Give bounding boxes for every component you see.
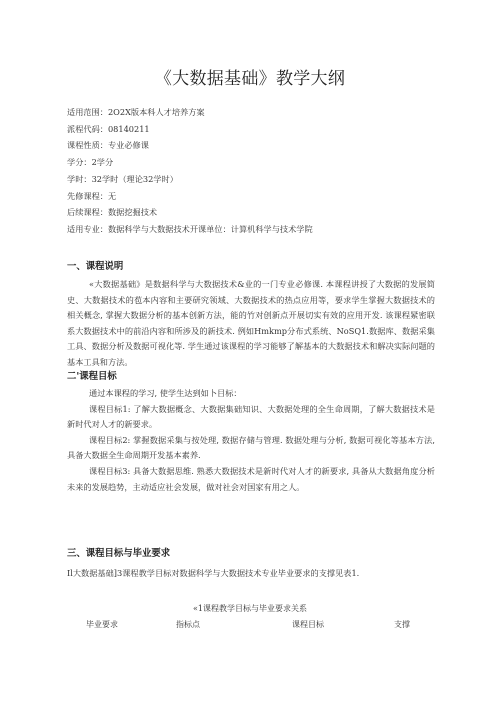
section-heading-1: 一、课程说明 bbox=[67, 261, 124, 272]
goal-2: 课程目标2: 掌握数据采集与按处理, 数据存储与管理. 数据处理与分析, 数据可视化等基本方法, 具备大数据全生命周期开发基本素养. bbox=[67, 434, 435, 461]
meta-major-unit: 适用专业：数据科学与大数据技术开课单位：计算机科学与技术学院 bbox=[67, 223, 313, 234]
table-header-course-goal: 课程目标 bbox=[292, 620, 324, 629]
section-3-body bbox=[67, 566, 435, 582]
section-heading-3: 三、课程目标与毕业要求 bbox=[67, 548, 171, 559]
section-1-body bbox=[67, 277, 435, 371]
course-meta bbox=[67, 104, 467, 238]
goals-intro: 通过本课程的学习, 使学生达到如卜目标： bbox=[89, 388, 242, 398]
table-header-indicator: 指标点 bbox=[176, 620, 200, 629]
meta-credits: 学分：2学分 bbox=[67, 157, 114, 168]
table-caption: «1课程教学目标与毕业要求关系 bbox=[193, 604, 307, 613]
table-header-graduation-requirement: 毕业要求 bbox=[86, 620, 118, 629]
document-title: 《大数据基础》教学大纲 bbox=[154, 69, 346, 89]
goal-1: 课程目标1: 了解大数据概念、大数据集础知识、大数据处理的全生命周期，了解大数据技术是新时代对人才的新要求。 bbox=[67, 403, 435, 430]
meta-hours: 学时：32学时（理论32学时） bbox=[67, 173, 178, 184]
section-heading-2: 二'课程目标 bbox=[67, 371, 117, 382]
meta-course-nature: 课程性质：专业必修课 bbox=[67, 140, 149, 151]
goal-3: 课程目标3: 具备大数据思维. 熟悉大数据技术是新时代对人才的新要求, 具备从大数据角度分析未来的发展趋势，主动适应社会发展，做对社会对国家有用之人。 bbox=[67, 465, 435, 492]
table-header-support: 支撑 bbox=[394, 620, 410, 629]
meta-scope: 适用范围：2O2X版本科人才培养方案 bbox=[67, 107, 205, 117]
meta-follow-up: 后续课程：数据挖掘技术 bbox=[67, 207, 158, 218]
section-1-paragraph: «大数据基础》是数据科学与大数据技术&业的一门专业必修课. 本课程讲授了大数据的发展简史、大数据技术的苞本内容和主要研究领域、大数据技术的热点应用等，要求学生掌握大数据技术的相关概念, 掌握大数据分析的基本创新方法，能的竹对创新点开展切实有效的应用开发. 该课程紧密联系大数据技术中的前沿内容和所涉及的新技术. 例如Hmkmp分布式系统、NoSQ1.数据库、数据采集工具、数据分析及数据可视化等. 学生通过该课程的学习能够了解基本的大数据技术和解决实际问题的基本工具和方法。 bbox=[67, 279, 435, 367]
section-3-paragraph: Il大数据基础]3课程教学目标对数据科学与大数据技术专业毕业要求的支撑见表1. bbox=[67, 568, 360, 578]
meta-course-code: 派程代码：08140211 bbox=[67, 123, 150, 134]
section-2-body bbox=[67, 386, 435, 495]
meta-prerequisite: 先修课程：无 bbox=[67, 190, 117, 201]
